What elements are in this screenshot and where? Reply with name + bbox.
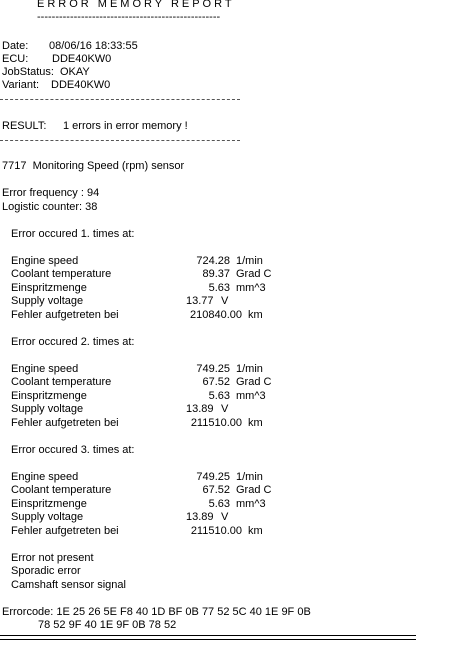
row-value: 13.89 [186, 511, 214, 523]
row-label: Engine speed [11, 255, 79, 267]
separator-line [0, 99, 240, 100]
row-label: Einspritzmenge [11, 390, 87, 402]
row-label: Coolant temperature [11, 268, 112, 280]
row-value: 5.63 [208, 498, 230, 510]
jobstatus-value: OKAY [60, 66, 90, 78]
row-unit: 1/min [236, 255, 263, 267]
row-unit: km [248, 309, 263, 321]
date-label: Date: [2, 40, 29, 52]
row-unit: km [248, 525, 263, 537]
jobstatus-label: JobStatus: [2, 66, 54, 78]
status-line: Error not present [11, 552, 94, 564]
row-label: Coolant temperature [11, 484, 112, 496]
row-unit: V [221, 511, 229, 523]
errorcode-line: 78 52 9F 40 1E 9F 0B 78 52 [38, 619, 177, 631]
error-frequency: Error frequency : 94 [2, 187, 100, 199]
row-value: 89.37 [202, 268, 230, 280]
row-label: Fehler aufgetreten bei [11, 417, 119, 429]
row-unit: mm^3 [236, 282, 266, 294]
row-value: 13.77 [186, 295, 214, 307]
row-unit: Grad C [236, 484, 272, 496]
row-label: Engine speed [11, 363, 79, 375]
occurrence-title: Error occured 2. times at: [11, 336, 135, 348]
row-unit: V [221, 403, 229, 415]
row-unit: mm^3 [236, 498, 266, 510]
errorcode-line: Errorcode: 1E 25 26 5E F8 40 1D BF 0B 77 52 5C 40 1E 9F 0B [2, 606, 311, 618]
row-unit: 1/min [236, 471, 263, 483]
row-value: 67.52 [202, 484, 230, 496]
occurrence-title: Error occured 3. times at: [11, 444, 135, 456]
row-value: 749.25 [196, 471, 230, 483]
status-line: Camshaft sensor signal [11, 579, 126, 591]
row-value: 211510.00 [190, 417, 242, 429]
row-value: 5.63 [208, 390, 230, 402]
footer-double-rule [0, 635, 416, 640]
row-value: 5.63 [208, 282, 230, 294]
result-text: 1 errors in error memory ! [63, 120, 188, 132]
variant-value: DDE40KW0 [51, 79, 111, 91]
row-value: 211510.00 [190, 525, 242, 537]
row-unit: V [221, 295, 229, 307]
row-label: Fehler aufgetreten bei [11, 525, 119, 537]
row-label: Einspritzmenge [11, 282, 87, 294]
status-line: Sporadic error [11, 565, 81, 577]
row-value: 749.25 [196, 363, 230, 375]
title-underline: -------------------------------------------------- [37, 11, 221, 23]
occurrence-title: Error occured 1. times at: [11, 228, 135, 240]
variant-label: Variant: [2, 79, 40, 91]
row-unit: Grad C [236, 376, 272, 388]
row-label: Supply voltage [11, 403, 84, 415]
row-label: Einspritzmenge [11, 498, 87, 510]
date-value: 08/06/16 18:33:55 [49, 40, 138, 52]
row-unit: Grad C [236, 268, 272, 280]
row-label: Engine speed [11, 471, 79, 483]
fault-code-title: 7717 Monitoring Speed (rpm) sensor [2, 160, 185, 172]
row-value: 13.89 [186, 403, 214, 415]
result-label: RESULT: [2, 120, 47, 132]
logistic-counter: Logistic counter: 38 [2, 201, 98, 213]
row-label: Fehler aufgetreten bei [11, 309, 119, 321]
row-value: 210840.00 [190, 309, 242, 321]
row-label: Supply voltage [11, 295, 84, 307]
row-value: 724.28 [196, 255, 230, 267]
row-unit: km [248, 417, 263, 429]
ecu-value: DDE40KW0 [52, 53, 112, 65]
ecu-label: ECU: [2, 53, 29, 65]
row-unit: mm^3 [236, 390, 266, 402]
row-value: 67.52 [202, 376, 230, 388]
row-unit: 1/min [236, 363, 263, 375]
report-title: ERROR MEMORY REPORT [37, 0, 235, 10]
row-label: Coolant temperature [11, 376, 112, 388]
separator-line [0, 140, 240, 141]
row-label: Supply voltage [11, 511, 84, 523]
